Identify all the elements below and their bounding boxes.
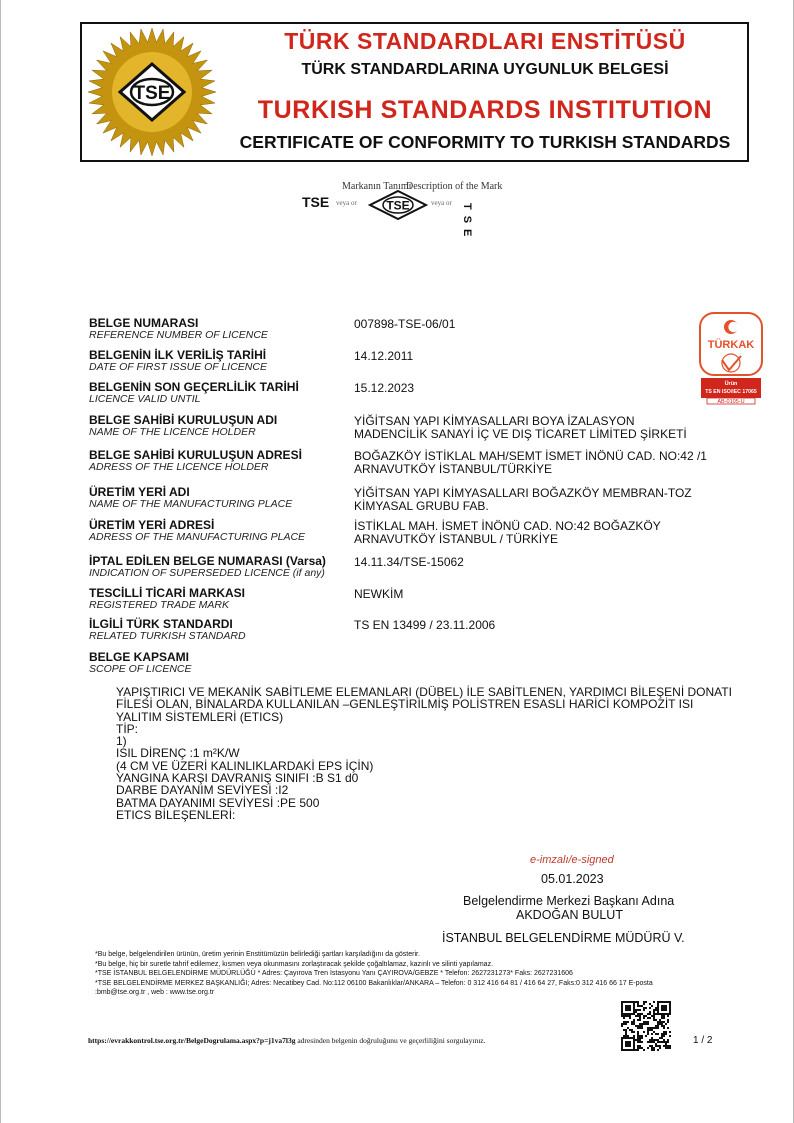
field-value: BOĞAZKÖY İSTİKLAL MAH/SEMT İSMET İNÖNÜ CAD. NO:42 /1 — [354, 449, 707, 463]
scope-line: 1) — [116, 734, 127, 749]
field-value: MADENCİLİK SANAYİ İÇ VE DIŞ TİCARET LİMİTED ŞİRKETİ — [354, 427, 687, 441]
field-label: ÜRETİM YERİ ADI — [89, 485, 190, 499]
field-sublabel: DATE OF FIRST ISSUE OF LICENCE — [89, 361, 267, 373]
footnote-line: *TSE İSTANBUL BELGELENDİRME MÜDÜRLÜĞÜ * Adres: Çayırova Tren İstasyonu Yanı ÇAYIROVA/GEBZE * Telefon: 2627231273* Faks: 2627231606 — [95, 970, 573, 978]
field-value: ARNAVUTKÖY İSTANBUL/TÜRKİYE — [354, 462, 553, 476]
mark-description-tr: Markanın Tanımı — [342, 181, 412, 192]
field-value: KİMYASAL GRUBU FAB. — [354, 499, 489, 513]
field-label: BELGE SAHİBİ KURULUŞUN ADRESİ — [89, 448, 302, 462]
field-value: TS EN 13499 / 23.11.2006 — [354, 618, 496, 632]
seal-text: TSE — [133, 83, 171, 104]
field-value: YİĞİTSAN YAPI KİMYASALLARI BOĞAZKÖY MEMBRAN-TOZ — [354, 486, 692, 500]
field-sublabel: INDICATION OF SUPERSEDED LICENCE (if any) — [89, 567, 325, 579]
scope-line: BATMA DAYANIMI SEVİYESİ :PE 500 — [116, 795, 320, 810]
footnote-line: *Bu belge, belgelendirilen ürünün, üretim yerinin Enstitümüzün belirlediği şartları karşıladığını da gösterir. — [95, 951, 420, 958]
tse-diamond-mark-icon — [368, 190, 428, 220]
field-sublabel: ADRESS OF THE LICENCE HOLDER — [89, 461, 269, 473]
qr-code — [621, 1001, 671, 1051]
field-value: 007898-TSE-06/01 — [354, 317, 456, 331]
mark-or-label: veya or — [336, 199, 357, 207]
scope-line: DARBE DAYANIM SEVİYESİ :I2 — [116, 783, 289, 798]
field-value: 14.12.2011 — [354, 349, 414, 363]
turkak-label: Ürün — [724, 381, 738, 387]
turkak-accreditation-badge — [699, 312, 763, 404]
field-label: BELGENİN SON GEÇERLİLİK TARİHİ — [89, 380, 299, 394]
mark-or-label-2: veya or — [431, 199, 452, 207]
tse-seal-logo — [86, 26, 218, 158]
field-sublabel: REFERENCE NUMBER OF LICENCE — [89, 329, 268, 341]
verification-text: adresinden belgenin doğruluğunu ve geçerliliğini sorgulayınız. — [295, 1036, 486, 1045]
field-label: BELGENİN İLK VERİLİŞ TARİHİ — [89, 348, 267, 362]
field-sublabel: REGISTERED TRADE MARK — [89, 599, 230, 611]
field-value: 15.12.2023 — [354, 381, 415, 395]
field-label: BELGE NUMARASI — [89, 316, 199, 330]
field-value: İSTİKLAL MAH. İSMET İNÖNÜ CAD. NO:42 BOĞAZKÖY — [354, 519, 661, 533]
mark-logo-text: TSE — [386, 198, 410, 213]
field-label: İPTAL EDİLEN BELGE NUMARASI (Varsa) — [89, 554, 326, 568]
verification-line — [88, 1036, 486, 1045]
signatory-office: İSTANBUL BELGELENDİRME MÜDÜRÜ V. — [442, 931, 685, 945]
verification-url[interactable]: https://evrakkontrol.tse.org.tr/BelgeDogrulama.aspx?p=j1va7l3g — [88, 1036, 296, 1045]
field-label: BELGE SAHİBİ KURULUŞUN ADI — [89, 413, 278, 427]
field-value: YİĞİTSAN YAPI KİMYASALLARI BOYA İZALASYON — [354, 414, 635, 428]
field-sublabel: RELATED TURKISH STANDARD — [89, 630, 246, 642]
mark-tse-text: TSE — [302, 194, 330, 210]
signature-date: 05.01.2023 — [541, 872, 604, 886]
field-sublabel: NAME OF THE LICENCE HOLDER — [89, 426, 256, 438]
scope-line: ETICS BİLEŞENLERİ: — [116, 807, 236, 822]
field-value: ARNAVUTKÖY İSTANBUL / TÜRKİYE — [354, 532, 559, 546]
signature-on-behalf: Belgelendirme Merkezi Başkanı Adına — [463, 894, 675, 908]
turkak-standard: TS EN ISO/IEC 17065 — [705, 389, 757, 395]
tse-rotated-mark-icon — [460, 200, 506, 243]
footnotes — [95, 950, 653, 998]
scope-line: ISIL DİRENÇ :1 m²K/W — [116, 746, 240, 761]
certificate-header — [80, 22, 749, 162]
institute-name-en: TURKISH STANDARDS INSTITUTION — [257, 96, 713, 124]
certificate-title-tr: TÜRK STANDARDLARINA UYGUNLUK BELGESİ — [301, 61, 669, 78]
mark-description-en: Description of the Mark — [406, 181, 503, 192]
scope-line: FİLESİ OLAN, BİNALARDA KULLANILAN –GENLEŞTİRİLMİŞ POLİSTREN ESASLI HARİCİ KOMPOZİT ISI — [116, 697, 694, 712]
institute-name-tr: TÜRK STANDARDLARI ENSTİTÜSÜ — [284, 28, 686, 54]
field-label: TESCİLLİ TİCARİ MARKASI — [89, 586, 245, 600]
field-label: İLGİLİ TÜRK STANDARDI — [89, 617, 233, 631]
signatory-name: AKDOĞAN BULUT — [516, 908, 623, 922]
scope-line: YANGINA KARŞI DAVRANIŞ SINIFI :B S1 d0 — [116, 771, 359, 786]
page-number: 1 / 2 — [693, 1035, 713, 1046]
field-value: NEWKİM — [354, 587, 404, 601]
field-value: 14.11.34/TSE-15062 — [354, 555, 464, 569]
field-sublabel: ADRESS OF THE MANUFACTURING PLACE — [89, 531, 306, 543]
turkak-name: TÜRKAK — [707, 339, 755, 351]
scope-of-licence-text — [116, 686, 732, 821]
field-sublabel: SCOPE OF LICENCE — [89, 663, 192, 675]
footnote-line: *Bu belge, hiç bir suretle tahrif edilemez, kısmen veya okunmasını zorlaştıracak şekilde çoğaltılamaz, kazınlı ve silinti yapılamaz. — [95, 960, 494, 968]
scope-line: (4 CM VE ÜZERİ KALINLIKLARDAKİ EPS İÇİN) — [116, 758, 374, 773]
footnote-line: :bmb@tse.org.tr , web : www.tse.org.tr — [95, 989, 215, 997]
field-sublabel: LICENCE VALID UNTIL — [89, 393, 201, 405]
e-signed-label: e-imzalı/e-signed — [530, 854, 614, 866]
field-label: ÜRETİM YERİ ADRESİ — [89, 518, 215, 532]
mark-rotated-text: TSE — [461, 203, 473, 243]
scope-line: YAPIŞTIRICI VE MEKANİK SABİTLEME ELEMANLARI (DÜBEL) İLE SABİTLENEN, YARDIMCI BİLEŞENİ DONATI — [116, 685, 732, 699]
certificate-title-en: CERTIFICATE OF CONFORMITY TO TURKISH STANDARDS — [239, 132, 731, 152]
field-sublabel: NAME OF THE MANUFACTURING PLACE — [89, 498, 293, 510]
turkak-code: AB-0105-U — [717, 399, 745, 405]
field-label: BELGE KAPSAMI — [89, 650, 190, 664]
footnote-line: *TSE BELGELENDİRME MERKEZ BAŞKANLIĞI; Adres: Necatibey Cad. No:112 06100 Bakanlıklar/ANKARA – Telefon: 0 312 416 64 81 / 416 64 27, Faks:0 312 416 66 17 E-posta — [95, 979, 653, 987]
scope-line: YALITIM SİSTEMLERİ (ETICS) — [116, 709, 284, 724]
scope-line: TİP: — [116, 721, 139, 736]
